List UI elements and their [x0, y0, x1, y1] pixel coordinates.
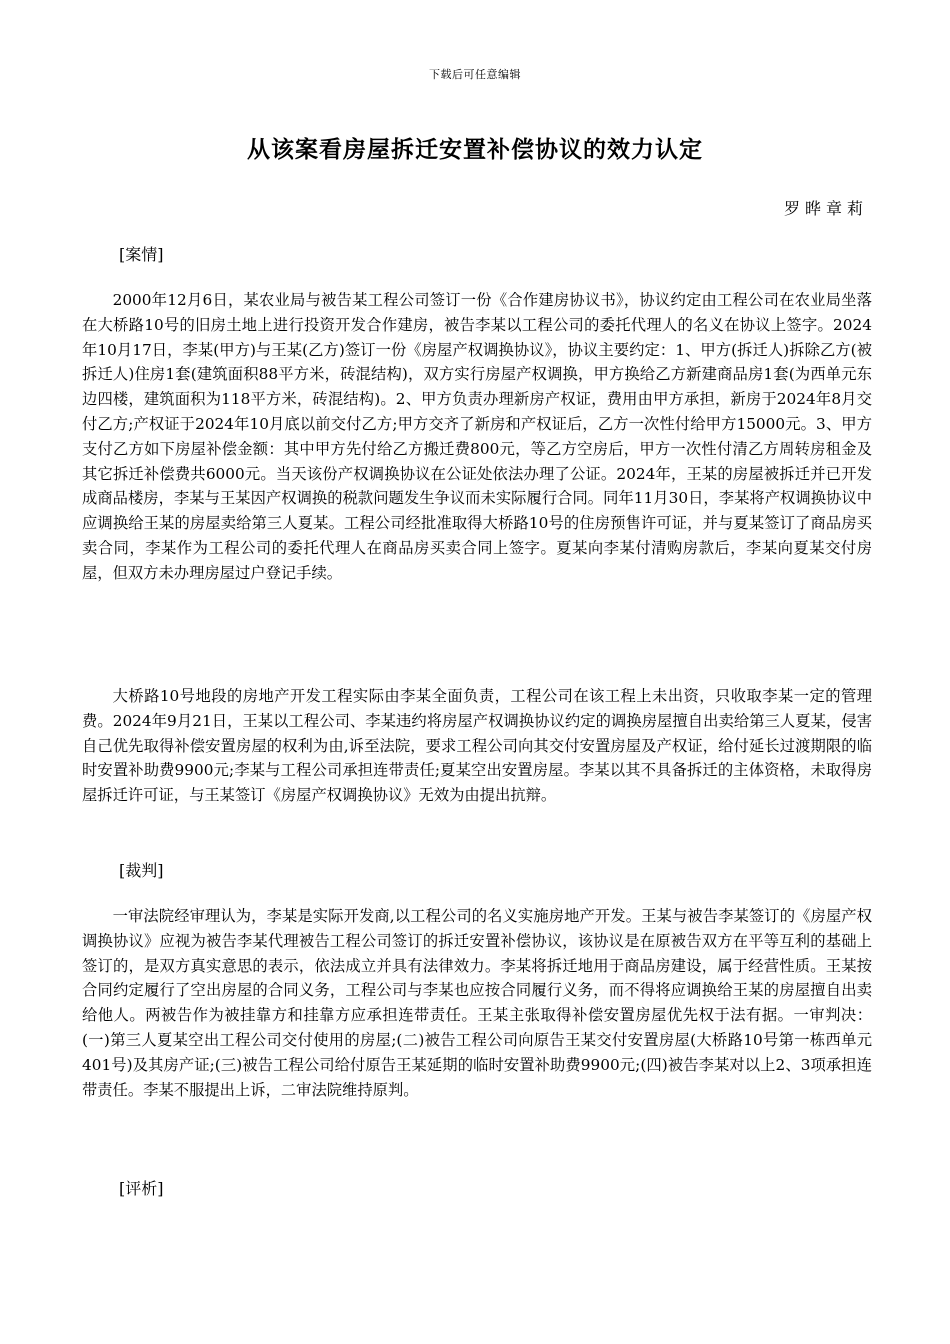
- section-heading-case: [案情]: [119, 245, 164, 264]
- download-note: 下载后可任意编辑: [429, 68, 521, 81]
- case-paragraph-2: 大桥路10号地段的房地产开发工程实际由李某全面负责，工程公司在该工程上未出资，只收取李某一定的管理费。2024年9月21日，王某以工程公司、李某违约将房屋产权调换协议约定的调换房屋擅自出卖给第三人夏某，侵害自己优先取得补偿安置房屋的权利为由,诉至法院，要求工程公司向其交付安置房屋及产权证，给付延长过渡期限的临时安置补助费9900元;李某与工程公司承担连带责任;夏某空出安置房屋。李某以其不具备拆迁的主体资格，未取得房屋拆迁许可证，与王某签订《房屋产权调换协议》无效为由提出抗辩。: [82, 687, 872, 805]
- section-heading-judgment: [裁判]: [119, 861, 164, 880]
- case-paragraph-1: 2000年12月6日，某农业局与被告某工程公司签订一份《合作建房协议书》，协议约定由工程公司在农业局坐落在大桥路10号的旧房土地上进行投资开发合作建房，被告李某以工程公司的委托代理人的名义在协议上签字。2024年10月17日，李某(甲方)与王某(乙方)签订一份《房屋产权调换协议》，协议主要约定：1、甲方(拆迁人)拆除乙方(被拆迁人)住房1套(建筑面积88平方米，砖混结构)，双方实行房屋产权调换，甲方换给乙方新建商品房1套(为西单元东边四楼，建筑面积为118平方米，砖混结构)。2、甲方负责办理新房产权证，费用由甲方承担，新房于2024年8月交付乙方;产权证于2024年10月底以前交付乙方;甲方交齐了新房和产权证后，乙方一次性付给甲方15000元。3、甲方支付乙方如下房屋补偿金额：其中甲方先付给乙方搬迁费800元，等乙方空房后，甲方一次性付清乙方周转房租金及其它拆迁补偿费共6000元。当天该份产权调换协议在公证处依法办理了公证。2024年，王某的房屋被拆迁并已开发成商品楼房，李某与王某因产权调换的税款问题发生争议而未实际履行合同。同年11月30日，李某将产权调换协议中应调换给王某的房屋卖给第三人夏某。工程公司经批准取得大桥路10号的住房预售许可证，并与夏某签订了商品房买卖合同，李某作为工程公司的委托代理人在商品房买卖合同上签字。夏某向李某付清购房款后，李某向夏某交付房屋，但双方未办理房屋过户登记手续。: [82, 291, 872, 582]
- author-line: 罗晔章莉: [783, 199, 868, 218]
- page-title: 从该案看房屋拆迁安置补偿协议的效力认定: [247, 136, 703, 163]
- section-heading-analysis: [评析]: [119, 1179, 164, 1198]
- judgment-paragraph-1: 一审法院经审理认为，李某是实际开发商,以工程公司的名义实施房地产开发。王某与被告李某签订的《房屋产权调换协议》应视为被告李某代理被告工程公司签订的拆迁安置补偿协议，该协议是在原被告双方在平等互利的基础上签订的，是双方真实意思的表示，依法成立并具有法律效力。李某将拆迁地用于商品房建设，属于经营性质。王某按合同约定履行了空出房屋的合同义务，工程公司与李某也应按合同履行义务，而不得将应调换给王某的房屋擅自出卖给他人。两被告作为被挂靠方和挂靠方应承担连带责任。王某主张取得补偿安置房屋优先权于法有据。一审判决：(一)第三人夏某空出工程公司交付使用的房屋;(二)被告工程公司向原告王某交付安置房屋(大桥路10号第一栋西单元401号)及其房产证;(三)被告工程公司给付原告王某延期的临时安置补助费9900元;(四)被告李某对以上2、3项承担连带责任。李某不服提出上诉，二审法院维持原判。: [82, 907, 872, 1099]
